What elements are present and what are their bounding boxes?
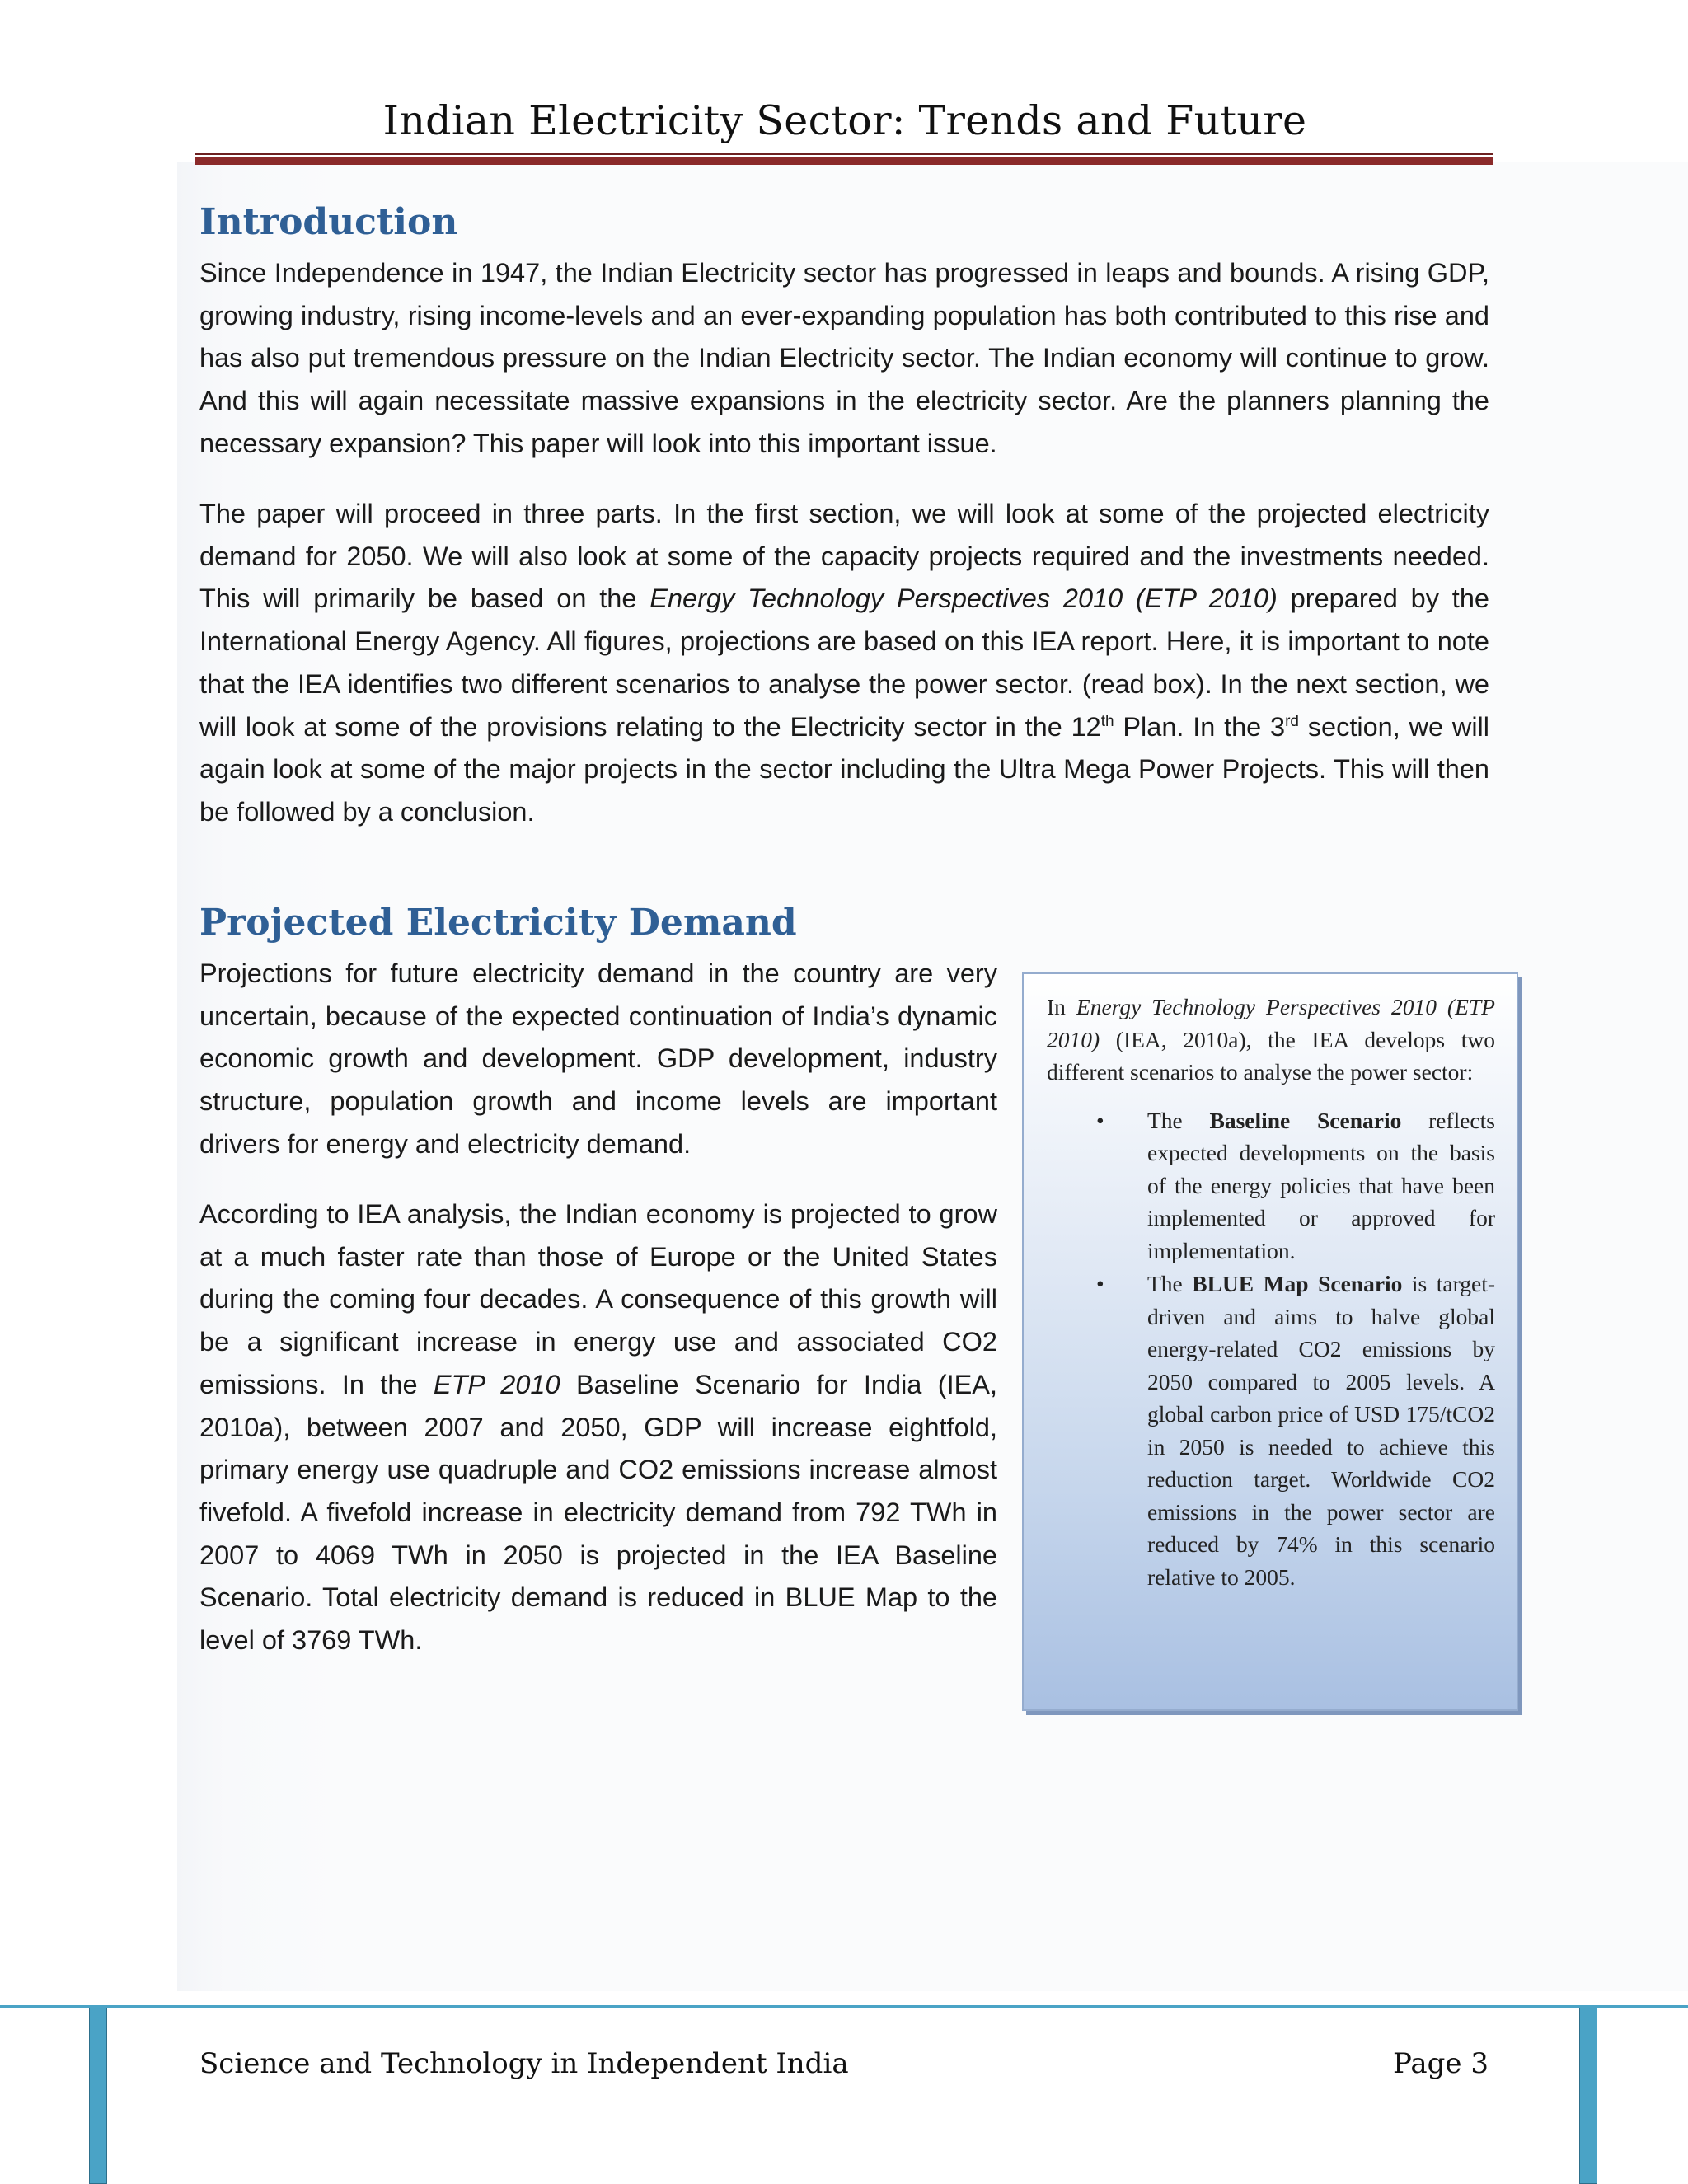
callout-intro-text: In Energy Technology Perspectives 2010 (ETP 2010) (IEA, 2010a), the IEA develops two different scenarios to analyse the power sector: xyxy=(1047,994,1495,1085)
header-divider-thin xyxy=(195,153,1493,155)
page-number: Page 3 xyxy=(1393,2047,1489,2080)
header-divider-thick xyxy=(195,157,1493,165)
list-item: • The BLUE Map Scenario is target-driven and aims to halve global energy-related CO2 emissions by 2050 compared to 2005 levels. A global carbon price of USD 175/tCO2 in 2050 is needed to achieve this reduction target. Worldwide CO2 emissions in the power sector are reduced by 74% in this scenario relative to 2005. xyxy=(1047,1268,1495,1593)
introduction-paragraph-1: Since Independence in 1947, the Indian Electricity sector has progressed in leaps and bounds. A rising GDP, growing industry, rising income-levels and an ever-expanding population has both contributed to this rise and has also put tremendous pressure on the Indian Electricity sector. The Indian economy will continue to grow. And this will again necessitate massive expansions in the electricity sector. Are the planners planning the necessary expansion? This paper will look into this important issue. xyxy=(199,258,1489,458)
list-item: • The Baseline Scenario reflects expected developments on the basis of the energy policies that have been implemented or approved for implementation. xyxy=(1047,1104,1495,1268)
introduction-paragraph-2: The paper will proceed in three parts. In the first section, we will look at some of the projected electricity demand for 2050. We will also look at some of the capacity projects required and the investments needed. This will primarily be based on the Energy Technology Perspectives 2010 (ETP 2010) prepared by the International Energy Agency. All figures, projections are based on this IEA report. Here, it is important to note that the IEA identifies two different scenarios to analyse the power sector. (read box). In the next section, we will look at some of the provisions relating to the Electricity sector in the 12th Plan. In the 3rd section, we will again look at some of the major projects in the sector including the Ultra Mega Power Projects. This will then be followed by a conclusion. xyxy=(199,499,1490,827)
footer-divider xyxy=(0,2005,1688,2008)
scenario-list xyxy=(1047,1104,1495,1594)
bullet-icon: • xyxy=(1096,1107,1104,1133)
footer-document-title: Science and Technology in Independent India xyxy=(199,2047,849,2080)
demand-paragraph-2: According to IEA analysis, the Indian economy is projected to grow at a much faster rate than those of Europe or the United States during the coming four decades. A consequence of this growth will be a significant increase in energy use and associated CO2 emissions. In the ETP 2010 Baseline Scenario for India (IEA, 2010a), between 2007 and 2050, GDP will increase eightfold, primary energy use quadruple and CO2 emissions increase almost fivefold. A fivefold increase in electricity demand from 792 TWh in 2007 to 4069 TWh in 2050 is projected in the IEA Baseline Scenario. Total electricity demand is reduced in BLUE Map to the level of 3769 TWh. xyxy=(199,1199,997,1656)
bullet-icon: • xyxy=(1096,1271,1104,1296)
demand-paragraph-1: Projections for future electricity demand in the country are very uncertain, because of the expected continuation of India’s dynamic economic growth and development. GDP development, industry structure, population growth and income levels are important drivers for energy and electricity demand. xyxy=(199,958,997,1159)
scenario-info-box xyxy=(1022,972,1518,1711)
introduction-heading: Introduction xyxy=(199,201,458,243)
page-header-title: Indian Electricity Sector: Trends and Future xyxy=(382,97,1307,144)
footer-left-accent-bar xyxy=(89,2008,107,2184)
projected-demand-heading: Projected Electricity Demand xyxy=(199,902,797,944)
footer-right-accent-bar xyxy=(1579,2008,1597,2184)
